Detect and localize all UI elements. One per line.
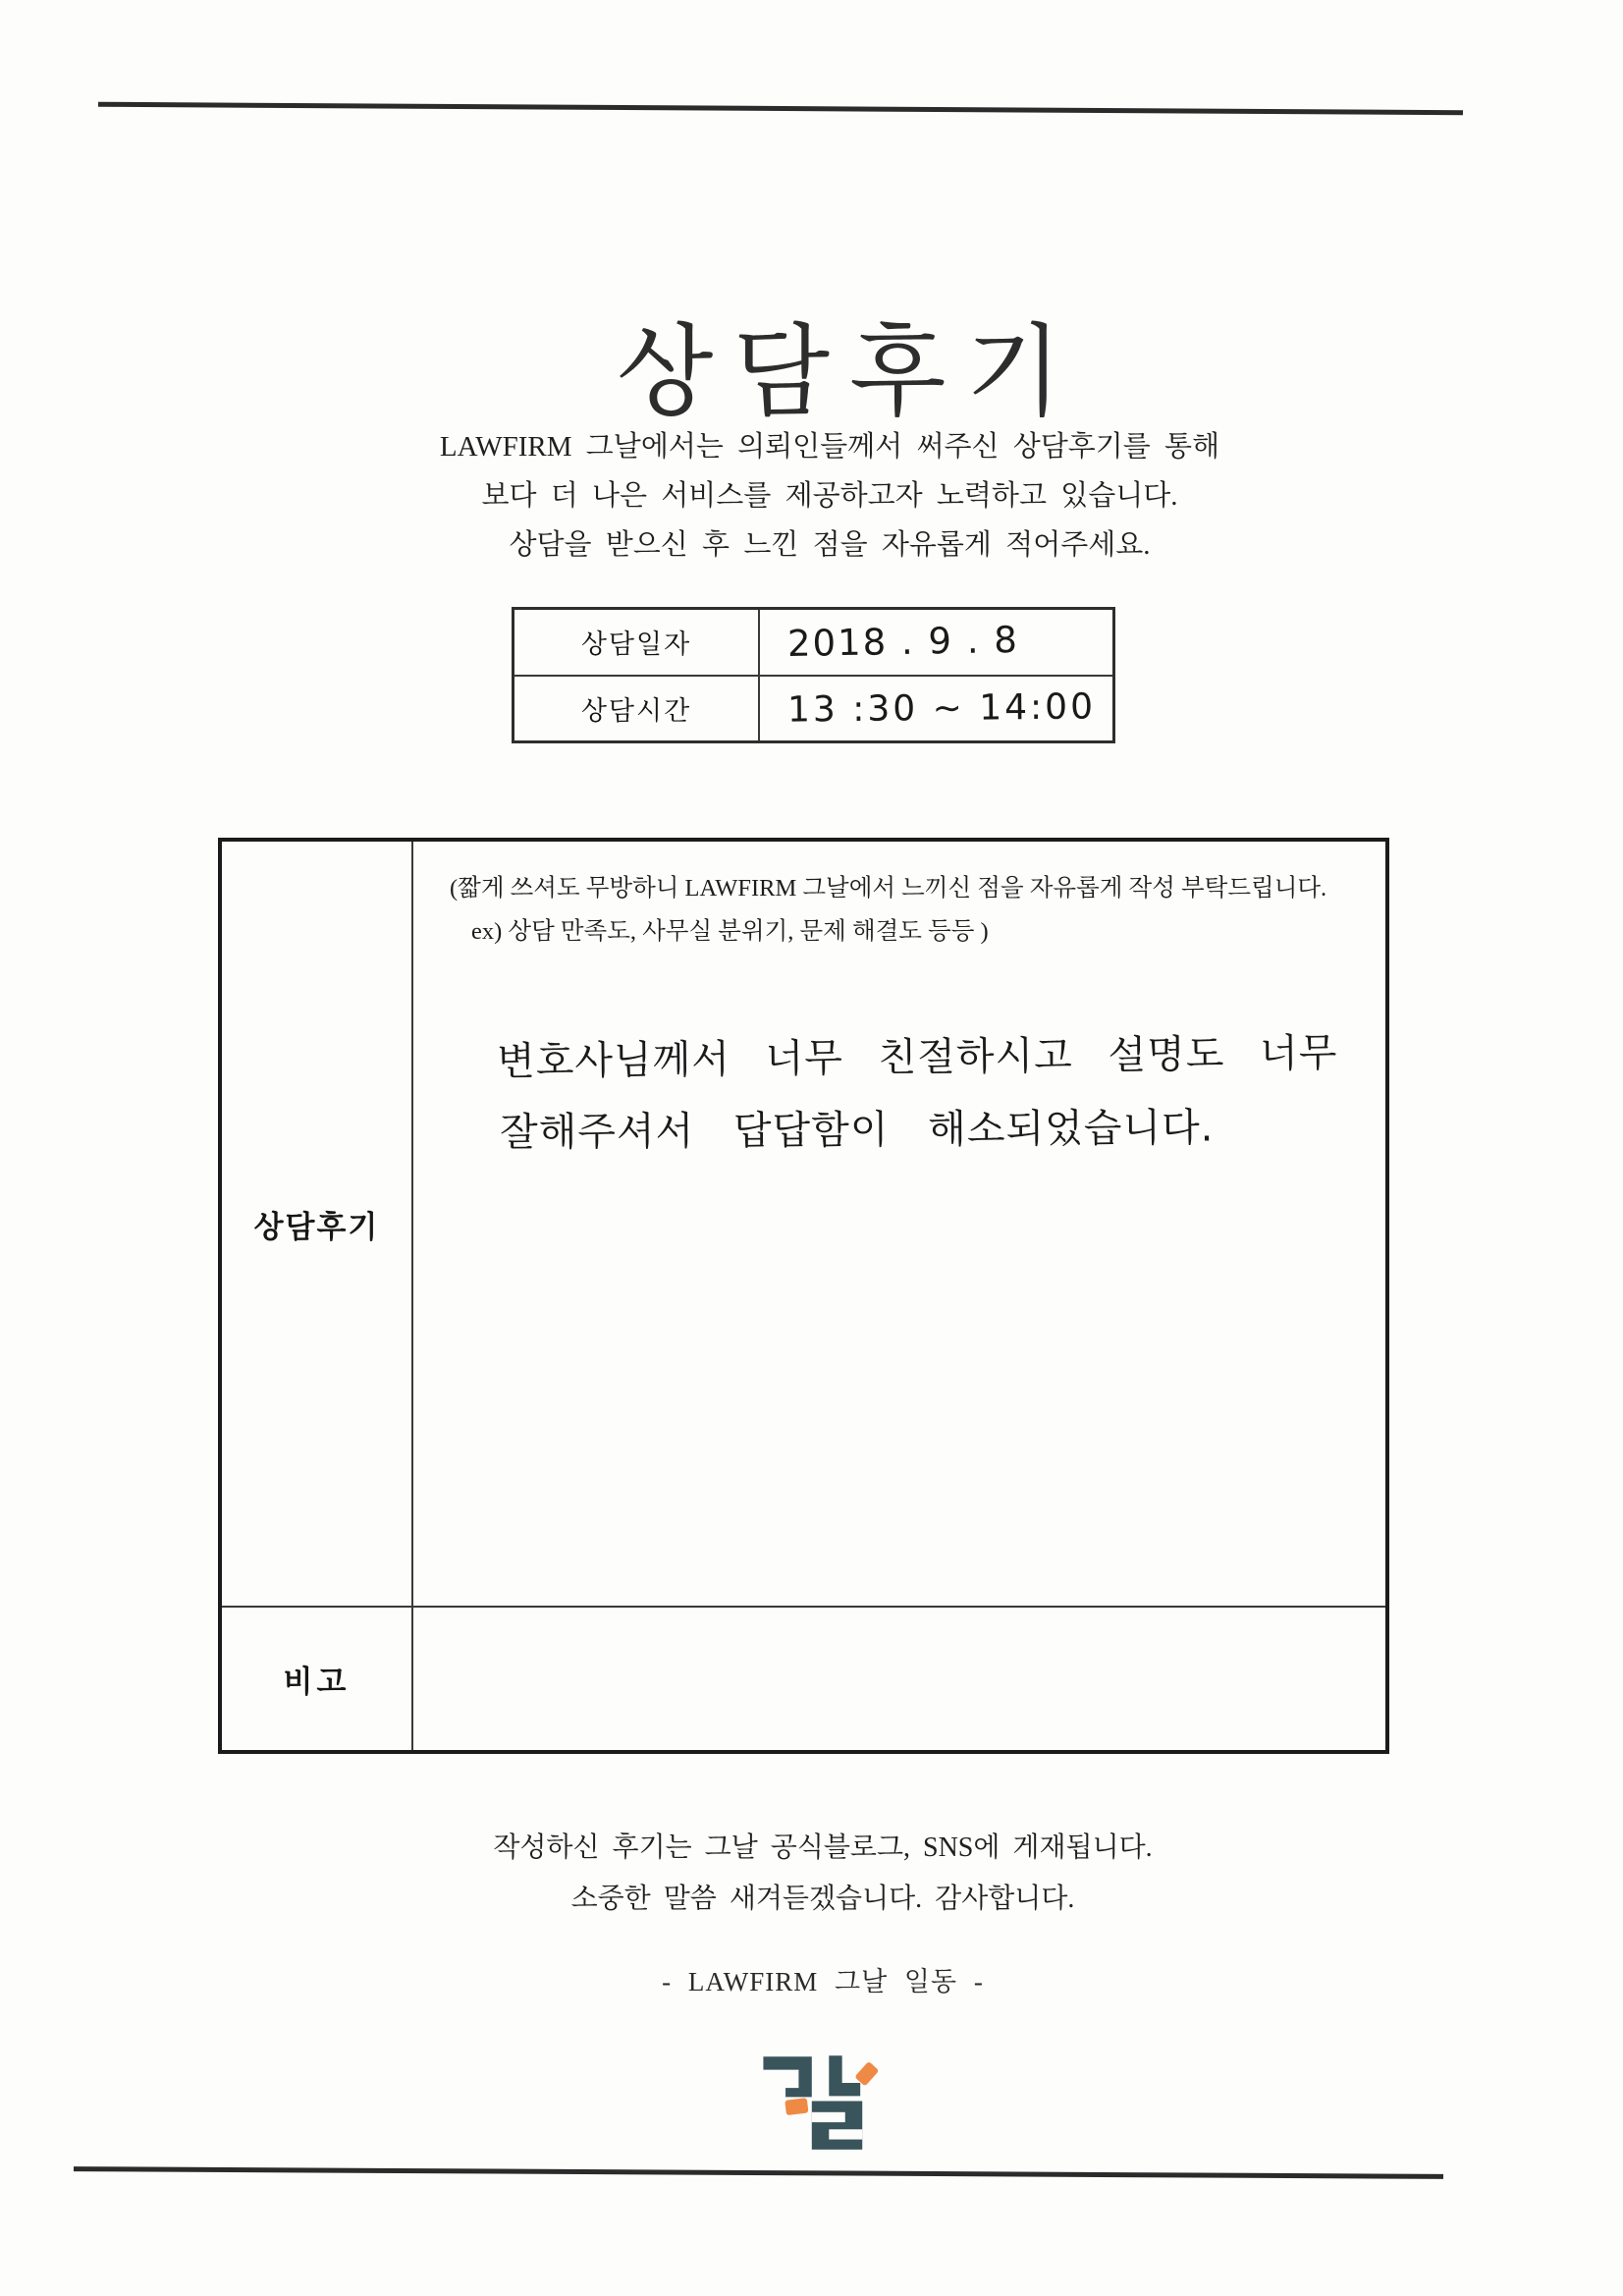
- lawfirm-signature: - LAWFIRM 그날 일동 -: [662, 1967, 984, 1996]
- review-hint-line-1: (짧게 쓰셔도 무방하니 LAWFIRM 그날에서 느끼신 점을 자유롭게 작성 부탁드립니다.: [450, 875, 1327, 902]
- review-hint-line-2: ex) 상담 만족도, 사무실 분위기, 문제 해결도 등등 ): [471, 918, 989, 945]
- consultation-time-value: 13 :30 ~ 14:00: [786, 686, 1097, 731]
- intro-line-3: 상담을 받으신 후 느낀 점을 자유롭게 적어주세요.: [509, 529, 1151, 561]
- logo-rieul-notch-lower: [829, 2129, 862, 2139]
- consultation-date-value: 2018 . 9 . 8: [786, 619, 1020, 666]
- review-section-label: 상담후기: [253, 1209, 380, 1244]
- consultation-time-field: [760, 677, 1112, 741]
- logo-orange-block: [784, 2098, 808, 2115]
- top-divider-rule: [98, 102, 1463, 115]
- consultation-date-label: 상담일자: [514, 610, 760, 675]
- page-title: 상담후기: [616, 314, 1083, 432]
- bottom-divider-rule: [74, 2166, 1443, 2179]
- logo-nieun-shape: [829, 2055, 860, 2096]
- handwritten-review-line-1: 변호사님께서 너무 친절하시고 설명도 너무: [496, 1030, 1338, 1085]
- consultation-date-field: [760, 610, 1112, 675]
- footer-notice: [493, 1823, 1152, 1925]
- intro-line-1: LAWFIRM 그날에서는 의뢰인들께서 써주신 상담후기를 통해: [439, 431, 1220, 463]
- footer-notice-line-2: 소중한 말씀 새겨듣겠습니다. 감사합니다.: [570, 1884, 1075, 1914]
- logo-rieul-base: [812, 2101, 862, 2149]
- logo-orange-diamond: [854, 2061, 879, 2087]
- geunal-logo-icon: [757, 2049, 881, 2155]
- table-row: [514, 610, 1112, 675]
- footer-notice-line-1: 작성하신 후기는 그날 공식블로그, SNS에 게재됩니다.: [493, 1832, 1153, 1863]
- intro-text: [440, 422, 1219, 570]
- logo-geu-shape: [763, 2056, 811, 2097]
- review-table: [218, 838, 1389, 1754]
- intro-line-2: 보다 더 나은 서비스를 제공하고자 노력하고 있습니다.: [481, 480, 1178, 512]
- logo-rieul-notch-upper: [812, 2112, 845, 2122]
- remarks-section-label: 비고: [283, 1665, 351, 1699]
- handwritten-review-line-2: 잘해주셔서 답답함이 해소되었습니다.: [499, 1105, 1215, 1156]
- table-column-divider: [411, 842, 413, 1750]
- table-row: [514, 675, 1112, 741]
- review-hint-text: [450, 867, 1366, 954]
- consultation-time-label: 상담시간: [514, 677, 760, 741]
- consultation-info-table: [512, 607, 1115, 743]
